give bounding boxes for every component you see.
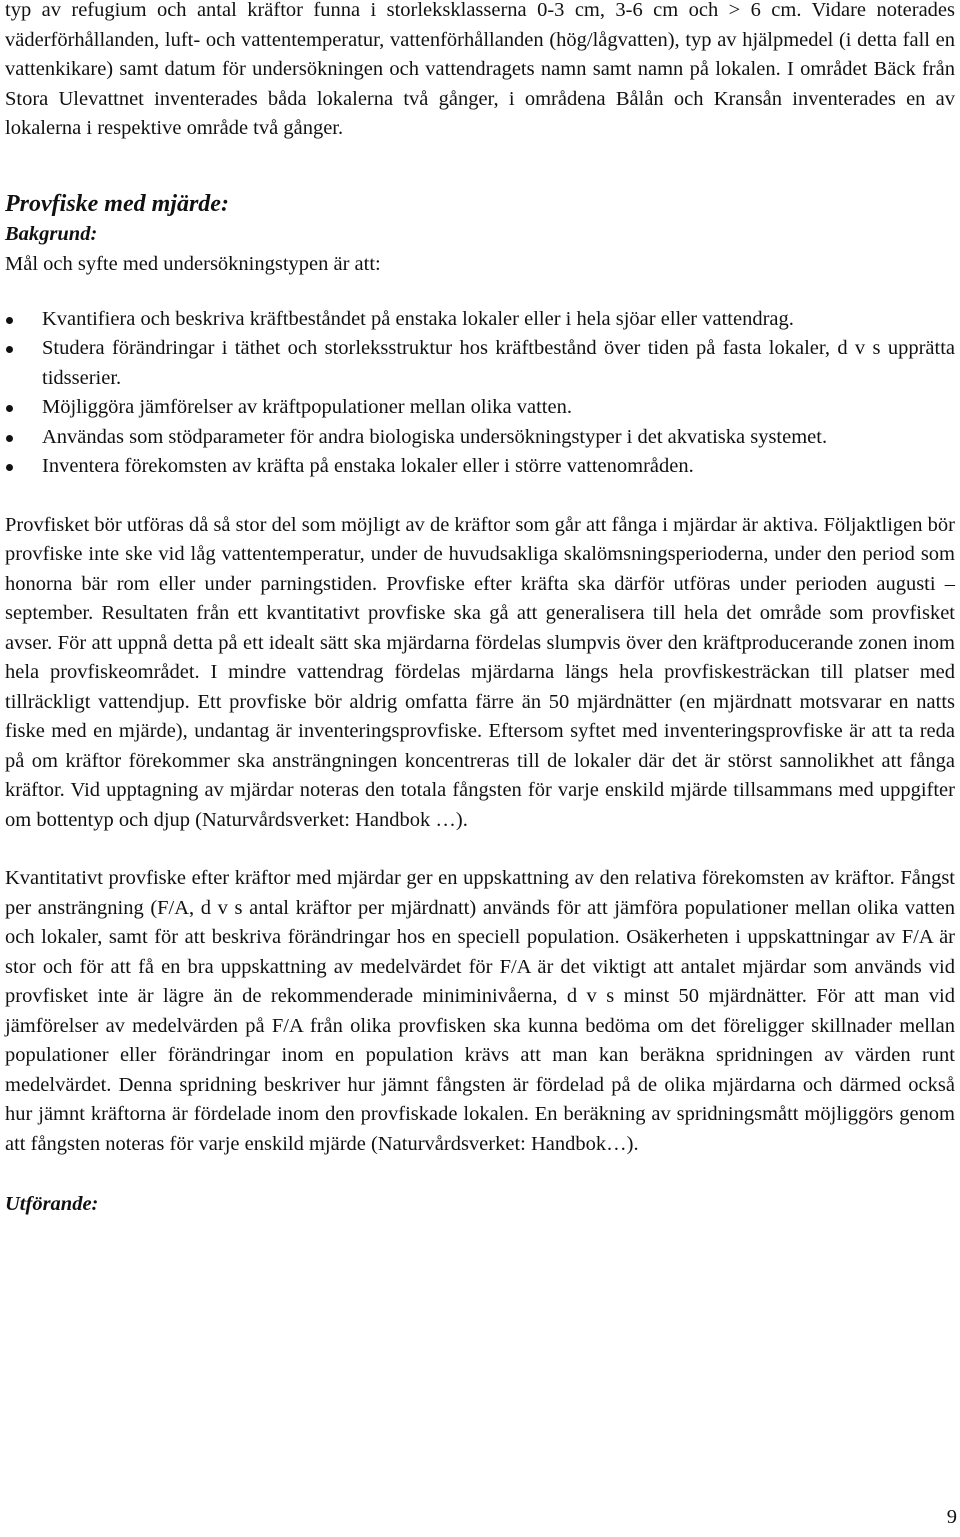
list-item-text: Studera förändringar i täthet och storleksstruktur hos kräftbestånd över tiden på fasta lokaler, d v s upprätta tidsserier. (42, 337, 955, 389)
list-item-text: Användas som stödparameter för andra biologiska undersökningstyper i det akvatiska systemet. (42, 425, 828, 448)
paragraph-quantitative: Kvantitativt provfiske efter kräftor med mjärdar ger en uppskattning av den relativa förekomsten av kräftor. Fångst per ansträngning (F/A, d v s antal kräftor per mjärdnatt) används för att jämföra populationer mellan olika vatten och lokaler, samt för att beskriva förändringar hos en speciell population. Osäkerheten i uppskattningar av F/A är stor och för att få en bra uppskattning av medelvärdet för F/A är det viktigt att antalet mjärdar som används vid provfisket inte är lägre än de rekommenderade miniminivåerna, d v s minst 50 mjärdnätter. För att man vid jämförelser av medelvärden på F/A från olika provfisken ska kunna bedöma om det föreligger skillnader mellan populationer eller förändringar inom en population krävs att man kan beräkna spridningen av värden runt medelvärdet. Denna spridning beskriver hur jämnt fångsten är fördelad på de olika mjärdarna och därmed också hur jämnt kräftorna är fördelade inom den provfiskade lokalen. En beräkning av spridningsmått möjliggörs genom att fångsten noteras för varje enskild mjärde (Naturvårdsverket: Handbok…). (5, 867, 955, 1155)
bullet-icon (6, 464, 13, 471)
bullet-icon (6, 405, 13, 412)
bullet-icon (6, 346, 13, 353)
list-item (5, 393, 955, 423)
bullet-icon (6, 435, 13, 442)
section-heading: Provfiske med mjärde: (5, 190, 229, 217)
list-item (5, 305, 955, 335)
list-item (5, 423, 955, 453)
list-item-text: Inventera förekomsten av kräfta på enstaka lokaler eller i större vattenområden. (42, 455, 694, 477)
list-item-text: Kvantifiera och beskriva kräftbeståndet på enstaka lokaler eller i hela sjöar eller vattendrag. (42, 307, 794, 330)
subheading-method: Utförande: (5, 1193, 99, 1215)
list-item (5, 334, 955, 393)
paragraph-timing: Provfisket bör utföras då så stor del som möjligt av de kräftor som går att fånga i mjärdar är aktiva. Följaktligen bör provfiske inte ske vid låg vattentemperatur, under de huvudsakliga skalömsningsperioderna, under den period som honorna bär rom eller under parningstiden. Provfiske efter kräfta ska därför utföras under perioden augusti – september. Resultaten från ett kvantitativt provfiske ska gå att generalisera till hela det område som provfisket avser. För att uppnå detta på ett idealt sätt ska mjärdarna fördelas slumpvis över den kräftproducerande zonen inom hela provfiskeområdet. I mindre vattendrag fördelas mjärdarna längs hela provfiskesträckan till platser med tillräckligt vattendjup. Ett provfiske bör aldrig omfatta färre än 50 mjärdnätter (en mjärdnatt motsvarar en natts fiske med en mjärde), undantag är inventeringsprovfiske. Eftersom syftet med inventeringsprovfiske är att ta reda på om kräftor förekommer ska ansträngningen koncentreras till de lokaler där det är störst sannolikhet att fånga kräftor. Vid upptagning av mjärdar noteras den totala fångsten för varje enskild mjärde tillsammans med uppgifter om bottentyp och djup (Naturvårdsverket: Handbok …). (5, 513, 955, 831)
list-item-text: Möjliggöra jämförelser av kräftpopulationer mellan olika vatten. (42, 396, 572, 418)
lead-text: Mål och syfte med undersökningstypen är att: (5, 252, 381, 275)
intro-paragraph: typ av refugium och antal kräftor funna i storleksklasserna 0-3 cm, 3-6 cm och > 6 cm. Vidare noterades väderförhållanden, luft- och vattentemperatur, vattenförhållanden (hög/lågvatten), typ av hjälpmedel (i detta fall en vattenkikare) samt datum för undersökningen och vattendragets namn samt namn på lokalen. I området Bäck från Stora Ulevattnet inventerades båda lokalerna två gånger, i områdena Bålån och Kransån inventerades en av lokalerna i respektive område två gånger. (5, 0, 955, 139)
page-number: 9 (946, 1506, 957, 1528)
document-page (5, 0, 955, 1219)
bullet-icon (6, 317, 13, 324)
subheading-background: Bakgrund: (5, 222, 98, 245)
list-item (5, 452, 955, 482)
goals-list (5, 305, 955, 482)
